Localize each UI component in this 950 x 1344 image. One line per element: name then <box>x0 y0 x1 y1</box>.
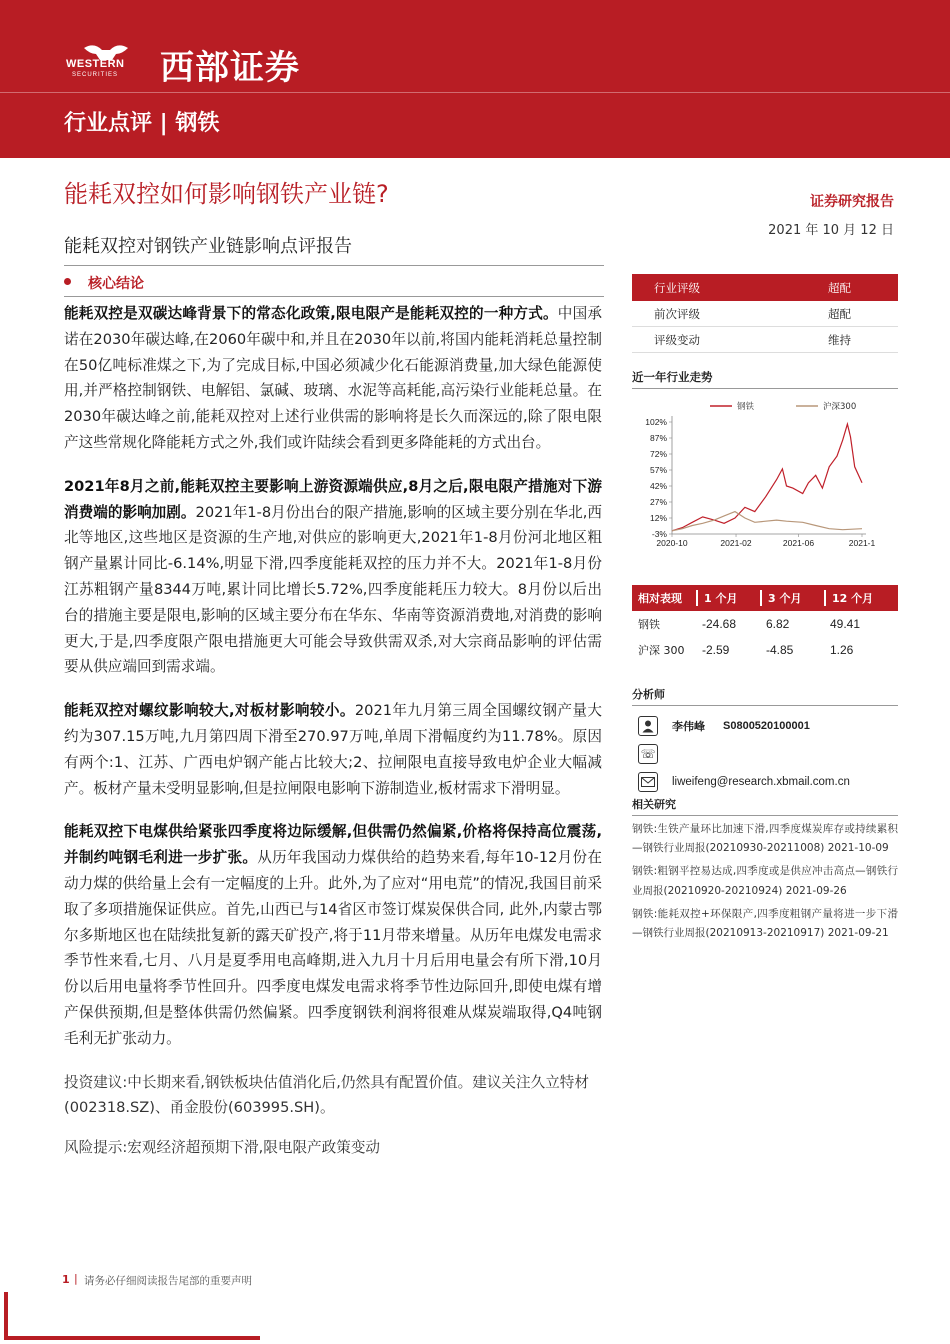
report-subtitle: 能耗双控对钢铁产业链影响点评报告 <box>64 236 352 257</box>
industry-trend-chart <box>632 388 898 558</box>
perf-cell: -4.85 <box>766 643 794 657</box>
rating-value: 超配 <box>828 280 851 295</box>
header-banner <box>0 0 950 158</box>
rating-label: 评级变动 <box>654 332 700 347</box>
related-item[interactable]: 钢铁:能耗双控+环保限产,四季度粗钢产量将进一步下滑—钢铁行业周报(20210913-20210917) 2021-09-21 <box>632 907 898 940</box>
body-paragraph <box>64 819 602 1051</box>
logo-english-sub: SECURITIES <box>72 72 119 78</box>
perf-cell: -24.68 <box>702 617 737 631</box>
rating-value: 维持 <box>828 332 851 347</box>
y-tick-label: -3% <box>651 529 667 539</box>
analyst-row <box>632 740 898 768</box>
corner-frame-horizontal <box>4 1336 260 1340</box>
x-tick-label: 2021-02 <box>720 538 752 548</box>
rating-header-row <box>632 274 898 301</box>
x-tick-label: 2020-10 <box>656 538 688 548</box>
related-item[interactable]: 钢铁:生铁产量环比加速下滑,四季度煤炭库存或持续累积—钢铁行业周报(20210930-20211008) 2021-10-09 <box>632 823 898 855</box>
trend-title: 近一年行业走势 <box>632 369 898 389</box>
email-icon <box>638 772 658 792</box>
paragraph-text: 从历年我国动力煤供给的趋势来看,每年10-12月份在动力煤的供给量上会有一定幅度的上升。此外,为了应对“用电荒”的情况,我国目前采取了多项措施保证供应。首先,山西已与14省区市签订煤炭保供合同, 此外,内蒙古鄂尔多斯地区也在陆续批复新的露天矿投产,将于11月带来增量。从历年电煤发电需求季节性来看,七月、八月是夏季用电高峰期,进入九月十月后用电量会有所下滑,10月份以后用电量将季节性回升。四季度电煤发电需求将季节性边际回升,即使电煤有增产保供预期,但是整体供需仍然偏紧。四季度钢铁利润将很难从煤炭端取得,Q4吨钢毛利无扩张动力。 <box>64 849 602 1047</box>
page-number: 1 <box>62 1273 70 1286</box>
table-row <box>632 637 898 663</box>
paragraph-text: 中国承诺在2030年碳达峰,在2060年碳中和,并且在2030年以前,将国内能耗消耗总量控制在50亿吨标准煤之下,为了完成目标,中国必须减少化石能源消费量,加大绿色能源使用,并严格控制钢铁、电解铝、氯碱、玻璃、水泥等高耗能,高污染行业能耗总量。在2030年碳达峰之前,能耗双控对上述行业供需的影响将是长久而深远的,除了限电限产这些常规化降能耗方式之外,我们或许陆续会看到更多降能耗的方式出台。 <box>64 305 602 451</box>
table-row <box>632 611 898 637</box>
core-divider <box>64 296 604 297</box>
perf-cell: 1.26 <box>830 643 854 657</box>
y-tick-label: 12% <box>649 513 667 523</box>
rating-panel <box>632 274 898 389</box>
report-date: 2021 年 10 月 12 日 <box>768 223 894 238</box>
y-tick-label: 57% <box>649 465 667 475</box>
y-tick-label: 27% <box>649 497 667 507</box>
series-line-1 <box>672 512 862 531</box>
paragraph-lead: 能耗双控下电煤供给紧张四季度将边际缓解,但供需仍然偏紧,价格将保持高位震荡,并制约吨钢毛利进一步扩张。 <box>64 823 602 867</box>
perf-cell: 钢铁 <box>638 618 660 631</box>
analyst-name: 李伟峰 <box>672 720 705 733</box>
perf-cell: -2.59 <box>702 643 730 657</box>
related-item[interactable]: 钢铁:粗钢平控易达成,四季度或是供应冲击高点—钢铁行业周报(20210920-20210924) 2021-09-26 <box>632 865 898 897</box>
analyst-license: S0800520100001 <box>723 720 810 732</box>
rating-label: 前次评级 <box>654 306 700 321</box>
perf-head-cell: 相对表现 <box>638 592 682 605</box>
series-line-0 <box>672 424 862 531</box>
report-category: 行业点评 | 钢铁 <box>64 111 220 136</box>
perf-cell: 沪深 300 <box>638 644 685 657</box>
body-paragraph <box>64 301 602 456</box>
paragraph-text: 2021年九月第三周全国螺纹钢产量大约为307.15万吨,九月第四周下滑至270.97万吨,单周下滑幅度约为11.78%。原因有两个:1、江苏、广西电炉钢产能占比较大;2、拉闸限电直接导致电炉企业大幅减产。板材产量未受明显影响,但是拉闸限电影响下游制造业,板材需求下滑明显。 <box>64 702 602 797</box>
phone-icon: ☏ <box>638 744 658 764</box>
y-tick-label: 42% <box>649 481 667 491</box>
bullet-icon <box>64 278 71 285</box>
related-research <box>632 796 898 943</box>
logo-english: WESTERN <box>66 58 125 70</box>
paragraph-lead: 2021年8月之前,能耗双控主要影响上游资源端供应,8月之后,限电限产措施对下游消费端的影响加剧。 <box>64 477 602 521</box>
core-conclusion-label: 核心结论 <box>88 276 144 292</box>
person-icon <box>638 716 658 736</box>
legend-label: 沪深300 <box>823 402 857 412</box>
perf-head-cell: 1 个月 <box>696 590 760 606</box>
body-paragraph <box>64 474 602 680</box>
main-body <box>64 301 602 1175</box>
analyst-title: 分析师 <box>632 686 898 706</box>
header-divider <box>0 92 950 93</box>
perf-cell: 6.82 <box>766 617 790 631</box>
logo-chinese: 西部证券 <box>160 48 300 88</box>
rating-row <box>632 301 898 327</box>
paragraph-lead: 能耗双控对螺纹影响较大,对板材影响较小。 <box>64 702 355 720</box>
corner-frame-vertical <box>4 1292 8 1340</box>
report-title: 能耗双控如何影响钢铁产业链? <box>64 180 389 208</box>
y-tick-label: 102% <box>645 417 667 427</box>
footer-disclaimer: 请务必仔细阅读报告尾部的重要声明 <box>84 1275 252 1287</box>
performance-table <box>632 585 898 663</box>
perf-head-cell: 3 个月 <box>760 590 824 606</box>
analyst-row <box>632 768 898 796</box>
performance-header <box>632 585 898 611</box>
y-tick-label: 87% <box>649 433 667 443</box>
investment-advice: 投资建议:中长期来看,钢铁板块估值消化后,仍然具有配置价值。建议关注久立特材(002318.SZ)、甬金股份(603995.SH)。 <box>64 1073 589 1117</box>
legend-label: 钢铁 <box>737 402 755 412</box>
x-tick-label: 2021-1 <box>848 538 876 548</box>
x-tick-label: 2021-06 <box>782 538 815 548</box>
paragraph-text: 2021年1-8月份出台的限产措施,影响的区域主要分别在华北,西北等地区,这些地区是资源的生产地,对供应的影响更大,2021年1-8月份河北地区粗钢产量累计同比-6.14%,明显下滑,四季度能耗双控的压力并不大。2021年1-8月份江苏粗钢产量8344万吨,累计同比增长5.72%,四季度能耗压力较大。8月份以后出台的措施主要是限电,影响的区域主要分布在华东、华南等资源消费地,对消费的影响更大,于是,四季度限产限电措施更大可能会导致供需双杀,对大宗商品影响的评估需要从供应端回到需求端。 <box>64 503 602 676</box>
rating-row <box>632 327 898 353</box>
subtitle-divider <box>64 265 604 266</box>
body-paragraph <box>64 698 602 801</box>
risk-warning: 风险提示:宏观经济超预期下滑,限电限产政策变动 <box>64 1139 381 1157</box>
analyst-panel <box>632 686 898 796</box>
perf-cell: 49.41 <box>830 617 861 631</box>
footer-separator: | <box>74 1272 78 1285</box>
paragraph-lead: 能耗双控是双碳达峰背景下的常态化政策,限电限产是能耗双控的一种方式。 <box>64 305 558 322</box>
rating-label: 行业评级 <box>654 280 700 295</box>
doc-type-label: 证券研究报告 <box>810 194 894 210</box>
rating-value: 超配 <box>828 306 851 321</box>
y-tick-label: 72% <box>649 449 667 459</box>
analyst-row <box>632 712 898 740</box>
related-title: 相关研究 <box>632 796 898 816</box>
perf-head-cell: 12 个月 <box>824 590 898 606</box>
analyst-email-link[interactable]: liweifeng@research.xbmail.com.cn <box>672 776 850 788</box>
